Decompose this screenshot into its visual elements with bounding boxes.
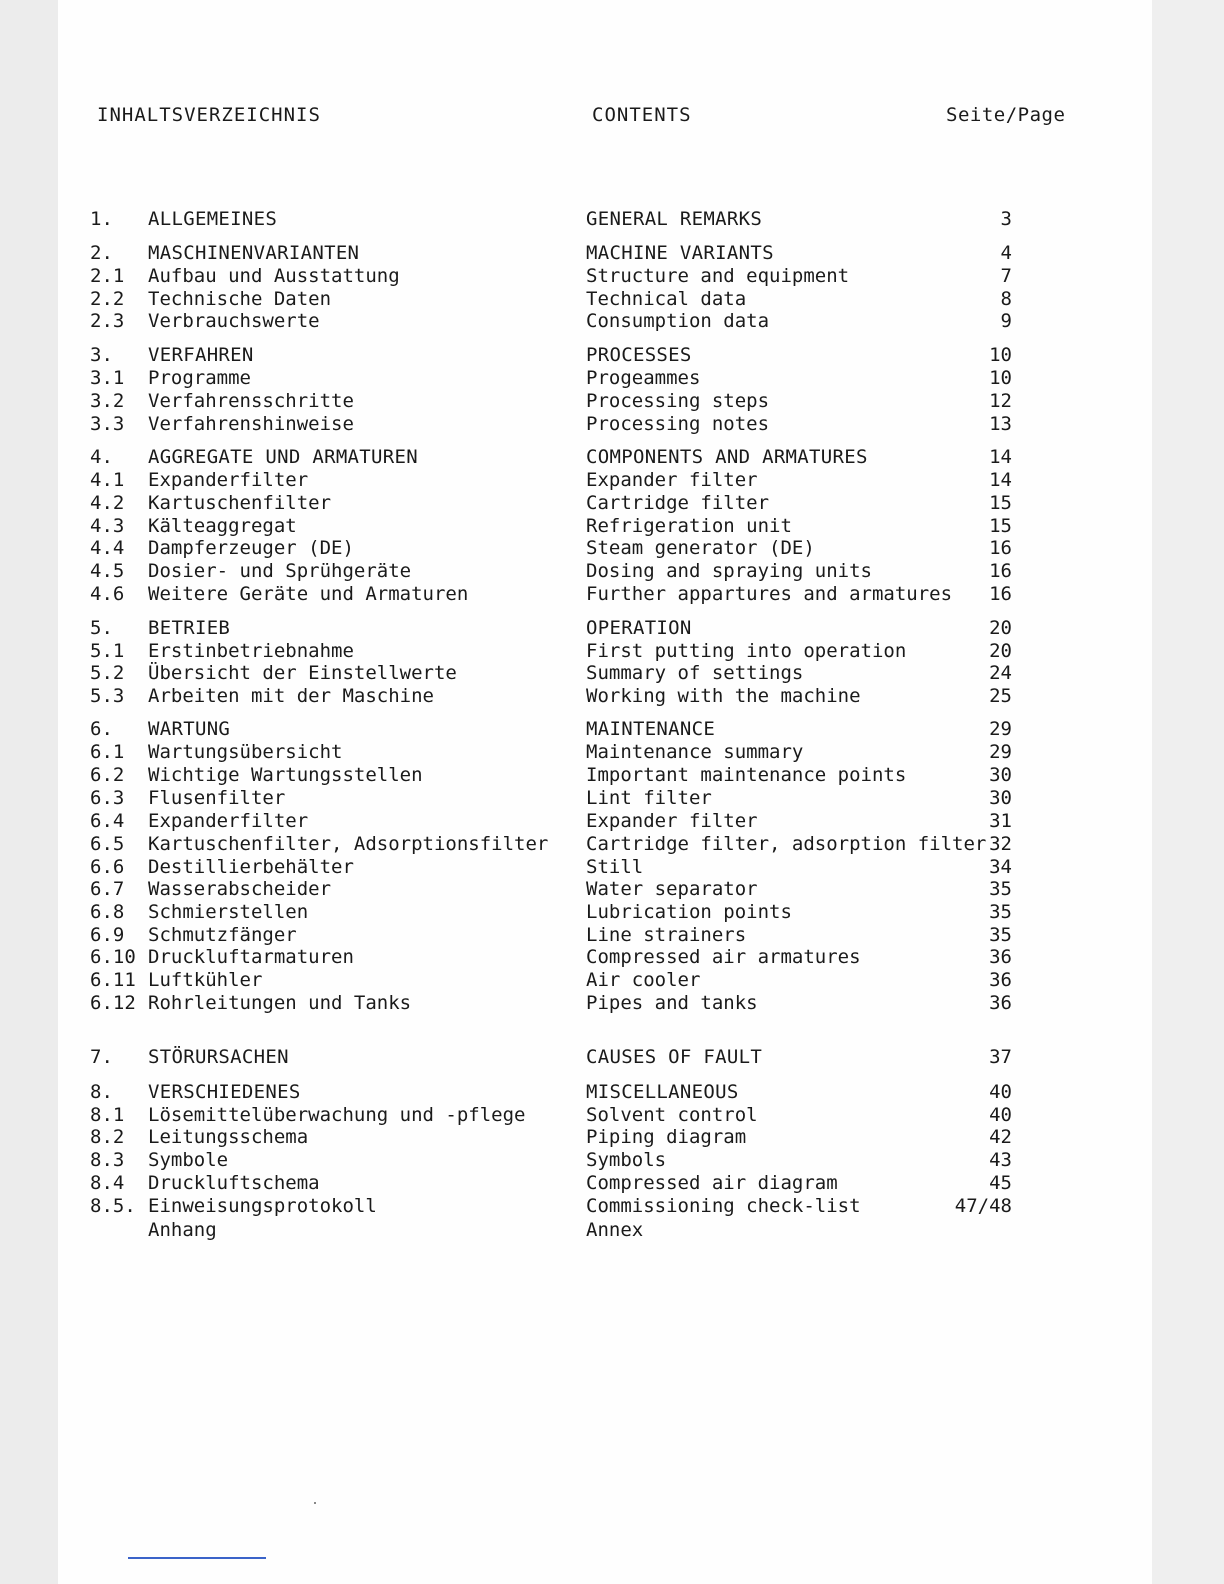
toc-english-title: Dosing and spraying units: [586, 560, 872, 582]
toc-page-number: 29: [989, 718, 1012, 740]
toc-german-title: Wartungsübersicht: [148, 741, 343, 763]
toc-english-title: Pipes and tanks: [586, 992, 758, 1014]
toc-english-title: GENERAL REMARKS: [586, 208, 763, 230]
toc-page-number: 20: [989, 640, 1012, 662]
toc-section-number: 4.1: [90, 469, 125, 491]
toc-page-number: 30: [989, 787, 1012, 809]
toc-german-title: Schmierstellen: [148, 901, 309, 923]
toc-page-number: 15: [989, 492, 1012, 514]
toc-page-number: 7: [1000, 265, 1012, 287]
toc-german-title: Expanderfilter: [148, 469, 309, 491]
toc-german-title: Erstinbetriebnahme: [148, 640, 354, 662]
toc-german-title: Übersicht der Einstellwerte: [148, 662, 457, 684]
toc-german-title: Anhang: [148, 1219, 217, 1241]
toc-english-title: Expander filter: [586, 810, 758, 832]
toc-row: [0, 946, 1224, 969]
toc-english-title: First putting into operation: [586, 640, 907, 662]
toc-page-number: 43: [989, 1149, 1012, 1171]
toc-section-number: 5.: [90, 617, 113, 639]
toc-english-title: OPERATION: [586, 617, 692, 639]
toc-page-number: 35: [989, 901, 1012, 923]
toc-section-number: 6.3: [90, 787, 125, 809]
toc-german-title: Dosier- und Sprühgeräte: [148, 560, 412, 582]
toc-german-title: Lösemittelüberwachung und -pflege: [148, 1104, 526, 1126]
toc-section-number: 5.2: [90, 662, 125, 684]
toc-page-number: 42: [989, 1126, 1012, 1148]
toc-page-number: 4: [1000, 242, 1012, 264]
toc-row: [0, 718, 1224, 741]
toc-row: [0, 469, 1224, 492]
toc-english-title: Lint filter: [586, 787, 712, 809]
toc-german-title: Programme: [148, 367, 251, 389]
toc-row: [0, 617, 1224, 640]
toc-section-number: 6.10: [90, 946, 136, 968]
toc-page-number: 12: [989, 390, 1012, 412]
toc-german-title: AGGREGATE UND ARMATUREN: [148, 446, 418, 468]
toc-row: [0, 288, 1224, 311]
toc-page-number: 8: [1000, 288, 1012, 310]
toc-section-number: 4.: [90, 446, 113, 468]
toc-row: [0, 924, 1224, 947]
toc-english-title: PROCESSES: [586, 344, 692, 366]
toc-german-title: Kartuschenfilter, Adsorptionsfilter: [148, 833, 549, 855]
toc-section-number: 2.3: [90, 310, 125, 332]
toc-page-number: 16: [989, 583, 1012, 605]
toc-row: [0, 810, 1224, 833]
toc-english-title: Consumption data: [586, 310, 770, 332]
toc-section-number: 8.1: [90, 1104, 125, 1126]
toc-german-title: Verbrauchswerte: [148, 310, 320, 332]
toc-section-number: 3.3: [90, 413, 125, 435]
toc-german-title: VERSCHIEDENES: [148, 1081, 301, 1103]
toc-page-number: 36: [989, 946, 1012, 968]
toc-german-title: BETRIEB: [148, 617, 231, 639]
toc-row: [0, 583, 1224, 606]
toc-section-number: 6.9: [90, 924, 125, 946]
toc-page-number: 40: [989, 1081, 1012, 1103]
toc-section-number: 4.5: [90, 560, 125, 582]
toc-row: [0, 833, 1224, 856]
toc-german-title: Verfahrensschritte: [148, 390, 354, 412]
toc-row: [0, 344, 1224, 367]
toc-page-number: 36: [989, 992, 1012, 1014]
toc-page-number: 13: [989, 413, 1012, 435]
toc-german-title: WARTUNG: [148, 718, 231, 740]
bottom-rule: [128, 1557, 266, 1559]
toc-section-number: 4.6: [90, 583, 125, 605]
toc-row: [0, 537, 1224, 560]
toc-page-number: 3: [1000, 208, 1012, 230]
toc-row: [0, 1046, 1224, 1069]
toc-english-title: Maintenance summary: [586, 741, 804, 763]
toc-german-title: Luftkühler: [148, 969, 263, 991]
toc-german-title: Arbeiten mit der Maschine: [148, 685, 434, 707]
toc-page-number: 15: [989, 515, 1012, 537]
toc-page-number: 34: [989, 856, 1012, 878]
toc-english-title: Structure and equipment: [586, 265, 850, 287]
toc-german-title: Wasserabscheider: [148, 878, 332, 900]
toc-section-number: 4.3: [90, 515, 125, 537]
toc-row: [0, 685, 1224, 708]
toc-row: [0, 560, 1224, 583]
toc-page-number: 31: [989, 810, 1012, 832]
toc-english-title: MACHINE VARIANTS: [586, 242, 774, 264]
toc-section-number: 5.1: [90, 640, 125, 662]
toc-german-title: Kartuschenfilter: [148, 492, 332, 514]
toc-row: [0, 901, 1224, 924]
toc-row: [0, 992, 1224, 1015]
toc-row: [0, 1172, 1224, 1195]
toc-german-title: Einweisungsprotokoll: [148, 1195, 377, 1217]
toc-section-number: 6.8: [90, 901, 125, 923]
toc-page-number: 20: [989, 617, 1012, 639]
toc-english-title: MISCELLANEOUS: [586, 1081, 739, 1103]
toc-german-title: Technische Daten: [148, 288, 332, 310]
toc-english-title: Piping diagram: [586, 1126, 747, 1148]
toc-german-title: Symbole: [148, 1149, 229, 1171]
toc-page-number: 16: [989, 537, 1012, 559]
toc-page-number: 45: [989, 1172, 1012, 1194]
toc-section-number: 6.1: [90, 741, 125, 763]
toc-page-number: 16: [989, 560, 1012, 582]
toc-section-number: 6.2: [90, 764, 125, 786]
toc-section-number: 2.2: [90, 288, 125, 310]
toc-english-title: Expander filter: [586, 469, 758, 491]
toc-section-number: 4.4: [90, 537, 125, 559]
toc-english-title: Refrigeration unit: [586, 515, 792, 537]
toc-row: [0, 515, 1224, 538]
toc-section-number: 7.: [90, 1046, 113, 1068]
toc-page-number: 35: [989, 924, 1012, 946]
toc-page-number: 37: [989, 1046, 1012, 1068]
toc-german-title: VERFAHREN: [148, 344, 254, 366]
german-title: INHALTSVERZEICHNIS: [97, 104, 321, 126]
toc-german-title: Expanderfilter: [148, 810, 309, 832]
toc-english-title: Air cooler: [586, 969, 701, 991]
toc-english-title: Steam generator (DE): [586, 537, 815, 559]
toc-page-number: 14: [989, 446, 1012, 468]
toc-page-number: 35: [989, 878, 1012, 900]
toc-row: [0, 1126, 1224, 1149]
english-title: CONTENTS: [592, 104, 692, 126]
toc-row: [0, 242, 1224, 265]
toc-english-title: Annex: [586, 1219, 644, 1241]
toc-page-number: 9: [1000, 310, 1012, 332]
toc-page-number: 32: [989, 833, 1012, 855]
toc-page-number: 10: [989, 344, 1012, 366]
toc-section-number: 6.12: [90, 992, 136, 1014]
toc-english-title: Compressed air diagram: [586, 1172, 838, 1194]
toc-german-title: Rohrleitungen und Tanks: [148, 992, 412, 1014]
toc-page-number: 25: [989, 685, 1012, 707]
toc-row: [0, 208, 1224, 231]
toc-row: [0, 492, 1224, 515]
toc-german-title: Verfahrenshinweise: [148, 413, 354, 435]
toc-german-title: Flusenfilter: [148, 787, 286, 809]
toc-row: [0, 413, 1224, 436]
toc-german-title: Leitungsschema: [148, 1126, 309, 1148]
toc-english-title: Still: [586, 856, 644, 878]
toc-section-number: 8.: [90, 1081, 113, 1103]
toc-row: [0, 787, 1224, 810]
toc-english-title: Cartridge filter, adsorption filter: [586, 833, 987, 855]
toc-page-number: 47/48: [954, 1195, 1012, 1217]
toc-row: [0, 662, 1224, 685]
toc-section-number: 4.2: [90, 492, 125, 514]
toc-english-title: Commissioning check-list: [586, 1195, 861, 1217]
toc-row: [0, 856, 1224, 879]
toc-page-number: 36: [989, 969, 1012, 991]
toc-row: [0, 1219, 1224, 1242]
toc-row: [0, 1104, 1224, 1127]
toc-english-title: Water separator: [586, 878, 758, 900]
toc-section-number: 1.: [90, 208, 113, 230]
toc-german-title: Kälteaggregat: [148, 515, 297, 537]
toc-page-number: 24: [989, 662, 1012, 684]
toc-english-title: Summary of settings: [586, 662, 804, 684]
toc-english-title: Further appartures and armatures: [586, 583, 953, 605]
toc-german-title: Schmutzfänger: [148, 924, 297, 946]
toc-english-title: MAINTENANCE: [586, 718, 716, 740]
toc-section-number: 8.2: [90, 1126, 125, 1148]
toc-english-title: Symbols: [586, 1149, 667, 1171]
toc-german-title: Druckluftschema: [148, 1172, 320, 1194]
toc-row: [0, 764, 1224, 787]
toc-section-number: 2.: [90, 242, 113, 264]
page-column-label: Seite/Page: [946, 104, 1066, 126]
scan-speck: [314, 1502, 316, 1504]
toc-english-title: COMPONENTS AND ARMATURES: [586, 446, 868, 468]
toc-row: [0, 265, 1224, 288]
toc-english-title: Important maintenance points: [586, 764, 907, 786]
toc-german-title: Dampferzeuger (DE): [148, 537, 354, 559]
toc-english-title: Working with the machine: [586, 685, 861, 707]
toc-section-number: 3.: [90, 344, 113, 366]
toc-german-title: Druckluftarmaturen: [148, 946, 354, 968]
toc-section-number: 8.5.: [90, 1195, 136, 1217]
toc-row: [0, 310, 1224, 333]
toc-row: [0, 446, 1224, 469]
toc-german-title: STÖRURSACHEN: [148, 1046, 289, 1068]
toc-english-title: CAUSES OF FAULT: [586, 1046, 763, 1068]
toc-section-number: 8.3: [90, 1149, 125, 1171]
toc-row: [0, 1149, 1224, 1172]
toc-row: [0, 741, 1224, 764]
toc-section-number: 6.6: [90, 856, 125, 878]
toc-english-title: Progeammes: [586, 367, 701, 389]
toc-page-number: 10: [989, 367, 1012, 389]
toc-page-number: 29: [989, 741, 1012, 763]
toc-english-title: Processing steps: [586, 390, 770, 412]
toc-english-title: Compressed air armatures: [586, 946, 861, 968]
toc-row: [0, 640, 1224, 663]
toc-section-number: 6.7: [90, 878, 125, 900]
toc-row: [0, 1081, 1224, 1104]
toc-german-title: Wichtige Wartungsstellen: [148, 764, 423, 786]
toc-german-title: Aufbau und Ausstattung: [148, 265, 400, 287]
toc-german-title: Weitere Geräte und Armaturen: [148, 583, 469, 605]
toc-row: [0, 367, 1224, 390]
toc-page-number: 30: [989, 764, 1012, 786]
toc-german-title: MASCHINENVARIANTEN: [148, 242, 360, 264]
toc-english-title: Cartridge filter: [586, 492, 770, 514]
toc-section-number: 6.5: [90, 833, 125, 855]
toc-section-number: 6.4: [90, 810, 125, 832]
toc-section-number: 6.: [90, 718, 113, 740]
toc-row: [0, 1195, 1224, 1218]
toc-section-number: 3.1: [90, 367, 125, 389]
toc-page-number: 40: [989, 1104, 1012, 1126]
toc-english-title: Lubrication points: [586, 901, 792, 923]
toc-row: [0, 969, 1224, 992]
toc-section-number: 3.2: [90, 390, 125, 412]
toc-row: [0, 390, 1224, 413]
toc-row: [0, 878, 1224, 901]
toc-german-title: ALLGEMEINES: [148, 208, 278, 230]
toc-page-number: 14: [989, 469, 1012, 491]
toc-english-title: Line strainers: [586, 924, 747, 946]
toc-english-title: Technical data: [586, 288, 747, 310]
toc-english-title: Processing notes: [586, 413, 770, 435]
toc-german-title: Destillierbehälter: [148, 856, 354, 878]
toc-section-number: 5.3: [90, 685, 125, 707]
toc-section-number: 6.11: [90, 969, 136, 991]
toc-section-number: 8.4: [90, 1172, 125, 1194]
toc-section-number: 2.1: [90, 265, 125, 287]
toc-english-title: Solvent control: [586, 1104, 758, 1126]
